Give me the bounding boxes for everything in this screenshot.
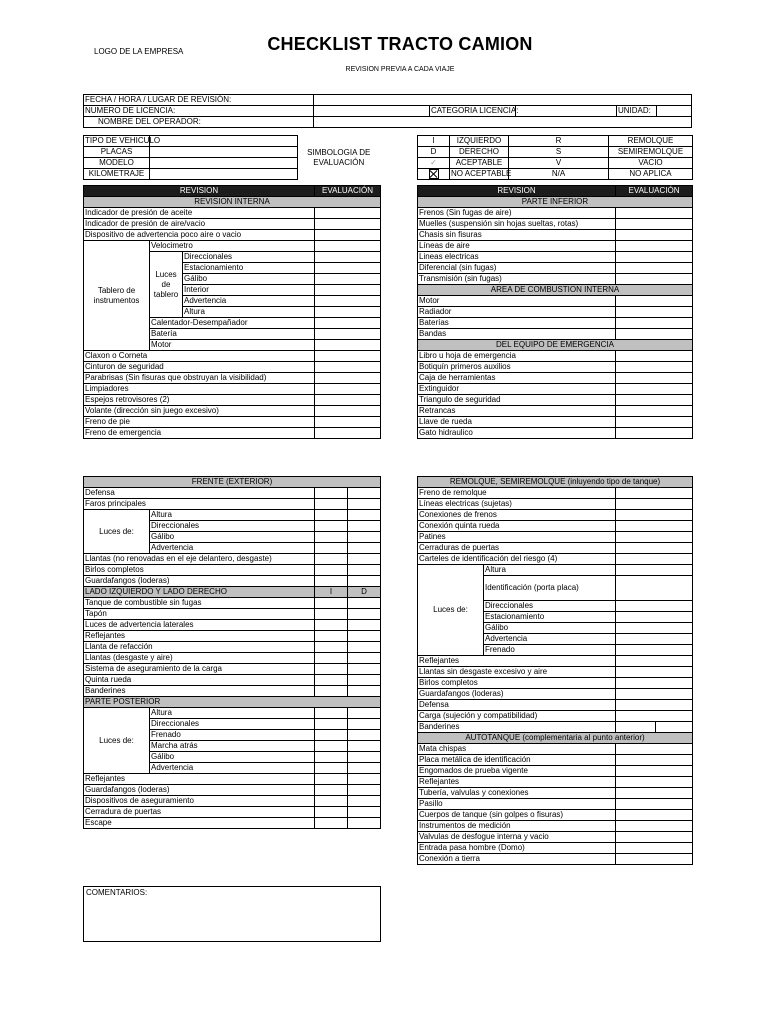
check-item: Patines <box>418 532 616 543</box>
check-item: Libro u hoja de emergencia <box>418 351 616 362</box>
check-item: Dispositivo de advertencia poco aire o vacio <box>84 230 315 241</box>
eval-cell[interactable] <box>315 664 348 675</box>
check-item: Dispositivos de aseguramiento <box>84 796 315 807</box>
section-lados: LADO IZQUIERDO Y LADO DERECHO <box>84 587 315 598</box>
check-item: Valvulas de desfogue interna y vacio <box>418 832 616 843</box>
eval-cell[interactable] <box>315 340 381 351</box>
fecha-field[interactable] <box>314 95 692 106</box>
legend-label: VACIO <box>609 158 693 169</box>
check-icon: ✓ <box>418 158 450 169</box>
revision-interna-table <box>83 185 381 439</box>
page-title: CHECKLIST TRACTO CAMION <box>267 34 533 54</box>
eval-cell[interactable] <box>315 741 348 752</box>
check-item: Estacionamiento <box>183 263 315 274</box>
eval-cell[interactable] <box>315 510 348 521</box>
eval-cell[interactable] <box>616 678 693 689</box>
check-item: Espejos retrovisores (2) <box>84 395 315 406</box>
legend-label: ACEPTABLE <box>450 158 509 169</box>
check-item: Cuerpos de tanque (sin golpes o fisuras) <box>418 810 616 821</box>
eval-cell[interactable] <box>616 843 693 854</box>
eval-cell[interactable] <box>616 810 693 821</box>
eval-cell[interactable] <box>616 554 693 565</box>
eval-cell[interactable] <box>315 730 348 741</box>
eval-cell[interactable] <box>315 532 348 543</box>
check-item: Caja de herramientas <box>418 373 616 384</box>
check-item: Batería <box>150 329 315 340</box>
eval-cell[interactable] <box>315 521 348 532</box>
eval-cell[interactable] <box>616 208 693 219</box>
check-item: Radiador <box>418 307 616 318</box>
legend-label: NO ACEPTABLE <box>451 169 512 179</box>
check-item: Triangulo de seguridad <box>418 395 616 406</box>
eval-cell[interactable] <box>315 406 381 417</box>
eval-cell[interactable] <box>616 532 693 543</box>
legend-symbol: R <box>509 136 609 147</box>
check-item: Banderines <box>418 722 616 733</box>
eval-cell[interactable] <box>348 642 381 653</box>
check-item: Baterías <box>418 318 616 329</box>
licencia-label: NUMERO DE LICENCIA: <box>84 106 314 117</box>
eval-cell[interactable] <box>315 796 348 807</box>
check-item: Carteles de identificación del riesgo (4) <box>418 554 616 565</box>
check-item: Reflejantes <box>84 631 315 642</box>
eval-cell[interactable] <box>616 274 693 285</box>
check-item: Escape <box>84 818 315 829</box>
exterior-table <box>83 476 381 829</box>
eval-cell[interactable] <box>616 634 693 645</box>
check-item: Conexiones de frenos <box>418 510 616 521</box>
legend-symbol: S <box>509 147 609 158</box>
check-item: Guardafangos (loderas) <box>84 576 315 587</box>
eval-cell[interactable] <box>616 722 656 733</box>
check-item: Birlos completos <box>418 678 616 689</box>
page-subtitle: REVISION PREVIA A CADA VIAJE <box>345 66 455 73</box>
eval-cell[interactable] <box>315 818 348 829</box>
tipo-field[interactable] <box>150 136 298 147</box>
check-item: Extinguidor <box>418 384 616 395</box>
check-item: Altura <box>150 510 315 521</box>
check-item: Defensa <box>418 700 616 711</box>
eval-cell[interactable] <box>348 576 381 587</box>
eval-cell[interactable] <box>616 744 693 755</box>
check-item: Carga (sujeción y compatibilidad) <box>418 711 616 722</box>
eval-cell[interactable] <box>616 263 693 274</box>
eval-cell[interactable] <box>616 700 693 711</box>
check-item: Llantas (desgaste y aire) <box>84 653 315 664</box>
eval-cell[interactable] <box>616 296 693 307</box>
eval-cell[interactable] <box>315 785 348 796</box>
eval-cell[interactable] <box>348 598 381 609</box>
legend-label: NO APLICA <box>609 169 693 180</box>
operador-field[interactable] <box>314 117 692 128</box>
eval-cell[interactable] <box>315 417 381 428</box>
check-item: Direccionales <box>150 521 315 532</box>
eval-cell[interactable] <box>315 362 381 373</box>
eval-cell[interactable] <box>348 796 381 807</box>
operador-label: NOMBRE DEL OPERADOR: <box>84 117 314 128</box>
eval-cell[interactable] <box>348 620 381 631</box>
check-item: Cerraduras de puertas <box>418 543 616 554</box>
eval-cell[interactable] <box>315 609 348 620</box>
x-box-icon <box>418 169 450 180</box>
company-logo-text: LOGO DE LA EMPRESA <box>94 47 184 56</box>
eval-cell[interactable] <box>616 417 693 428</box>
eval-cell[interactable] <box>315 499 348 510</box>
check-item: Direccionales <box>484 601 616 612</box>
eval-cell[interactable] <box>315 329 381 340</box>
eval-cell[interactable] <box>616 219 693 230</box>
eval-cell[interactable] <box>315 208 381 219</box>
unidad-field[interactable] <box>657 106 692 117</box>
eval-cell[interactable] <box>348 543 381 554</box>
kilometraje-field[interactable] <box>150 169 298 180</box>
placas-label: PLACAS <box>84 147 150 158</box>
eval-cell[interactable] <box>616 307 693 318</box>
legend-symbol: V <box>509 158 609 169</box>
check-item: Freno de remolque <box>418 488 616 499</box>
eval-cell[interactable] <box>315 565 348 576</box>
eval-cell[interactable] <box>616 488 693 499</box>
eval-cell[interactable] <box>348 763 381 774</box>
eval-cell[interactable] <box>616 777 693 788</box>
check-item: Interior <box>183 285 315 296</box>
eval-cell[interactable] <box>348 730 381 741</box>
legend-symbol: I <box>418 136 450 147</box>
check-item: Botiquín primeros auxilios <box>418 362 616 373</box>
eval-cell[interactable] <box>616 755 693 766</box>
check-item: Banderines <box>84 686 315 697</box>
check-item: Gálibo <box>484 623 616 634</box>
eval-cell[interactable] <box>616 395 693 406</box>
eval-cell[interactable] <box>315 752 348 763</box>
legend-label: IZQUIERDO <box>450 136 509 147</box>
col-derecho: D <box>348 587 381 598</box>
check-item: Sistema de aseguramiento de la carga <box>84 664 315 675</box>
check-item: Frenado <box>150 730 315 741</box>
eval-cell[interactable] <box>616 576 693 601</box>
eval-cell[interactable] <box>315 384 381 395</box>
check-item: Gálibo <box>183 274 315 285</box>
check-item: Advertencia <box>484 634 616 645</box>
check-item: Faros principales <box>84 499 315 510</box>
inferior-table <box>417 185 693 439</box>
check-item: Bandas <box>418 329 616 340</box>
eval-cell[interactable] <box>315 219 381 230</box>
eval-cell[interactable] <box>616 318 693 329</box>
header-revision: REVISION <box>418 186 616 197</box>
check-item: Indicador de presión de aceite <box>84 208 315 219</box>
check-item: Estacionamiento <box>484 612 616 623</box>
legend-label: REMOLQUE <box>609 136 693 147</box>
check-item: Claxon o Corneta <box>84 351 315 362</box>
eval-cell[interactable] <box>656 722 693 733</box>
check-item: Líneas de aire <box>418 241 616 252</box>
eval-cell[interactable] <box>315 543 348 554</box>
check-item: Direccionales <box>150 719 315 730</box>
info-table <box>83 94 692 128</box>
check-item: Birlos completos <box>84 565 315 576</box>
check-item: Muelles (suspensión sin hojas sueltas, rotas) <box>418 219 616 230</box>
check-item: Diferencial (sin fugas) <box>418 263 616 274</box>
eval-cell[interactable] <box>348 488 381 499</box>
eval-cell[interactable] <box>616 351 693 362</box>
placas-field[interactable] <box>150 147 298 158</box>
check-item: Tapón <box>84 609 315 620</box>
eval-cell[interactable] <box>315 620 348 631</box>
section-revision-interna: REVISION INTERNA <box>84 197 381 208</box>
eval-cell[interactable] <box>348 521 381 532</box>
eval-cell[interactable] <box>616 832 693 843</box>
kilometraje-label: KILOMETRAJE <box>84 169 150 180</box>
eval-cell[interactable] <box>616 428 693 439</box>
check-item: Líneas electricas (sujetas) <box>418 499 616 510</box>
eval-cell[interactable] <box>315 554 348 565</box>
check-item: Pasillo <box>418 799 616 810</box>
check-item: Lineas electricas <box>418 252 616 263</box>
eval-cell[interactable] <box>348 741 381 752</box>
check-item: Reflejantes <box>418 777 616 788</box>
check-item: Chasis sin fisuras <box>418 230 616 241</box>
eval-cell[interactable] <box>616 612 693 623</box>
eval-cell[interactable] <box>616 230 693 241</box>
eval-cell[interactable] <box>616 799 693 810</box>
eval-cell[interactable] <box>315 263 381 274</box>
eval-cell[interactable] <box>348 565 381 576</box>
eval-cell[interactable] <box>315 428 381 439</box>
modelo-field[interactable] <box>150 158 298 169</box>
eval-cell[interactable] <box>348 653 381 664</box>
check-item: Calentador-Desempañador <box>150 318 315 329</box>
eval-cell[interactable] <box>315 763 348 774</box>
eval-cell[interactable] <box>616 854 693 865</box>
eval-cell[interactable] <box>616 543 693 554</box>
check-item: Altura <box>484 565 616 576</box>
eval-cell[interactable] <box>616 766 693 777</box>
check-item: Reflejantes <box>418 656 616 667</box>
eval-cell[interactable] <box>616 499 693 510</box>
check-item: Limpiadores <box>84 384 315 395</box>
check-item: Llantas sin desgaste excesivo y aire <box>418 667 616 678</box>
check-item: Volante (dirección sin juego excesivo) <box>84 406 315 417</box>
tipo-label: TIPO DE VEHICULO <box>85 136 161 145</box>
legend-table <box>417 135 693 180</box>
eval-cell[interactable] <box>616 689 693 700</box>
eval-cell[interactable] <box>315 307 381 318</box>
check-item: Altura <box>150 708 315 719</box>
eval-cell[interactable] <box>315 576 348 587</box>
eval-cell[interactable] <box>616 645 693 656</box>
eval-cell[interactable] <box>348 719 381 730</box>
section-inferior: PARTE INFERIOR <box>418 197 693 208</box>
eval-cell[interactable] <box>348 818 381 829</box>
eval-cell[interactable] <box>348 664 381 675</box>
check-item: Motor <box>150 340 315 351</box>
eval-cell[interactable] <box>616 521 693 532</box>
eval-cell[interactable] <box>616 373 693 384</box>
check-item: Retrancas <box>418 406 616 417</box>
eval-cell[interactable] <box>616 623 693 634</box>
check-item: Cerradura de puertas <box>84 807 315 818</box>
eval-cell[interactable] <box>315 708 348 719</box>
eval-cell[interactable] <box>348 708 381 719</box>
eval-cell[interactable] <box>348 554 381 565</box>
check-item: Llave de rueda <box>418 417 616 428</box>
check-item: Transmisión (sin fugas) <box>418 274 616 285</box>
legend-symbol: N/A <box>509 169 609 180</box>
eval-cell[interactable] <box>616 821 693 832</box>
check-item: Gálibo <box>150 532 315 543</box>
modelo-label: MODELO <box>84 158 150 169</box>
check-item: Gato hidraulico <box>418 428 616 439</box>
check-item: Quinta rueda <box>84 675 315 686</box>
check-item: Cinturon de seguridad <box>84 362 315 373</box>
eval-cell[interactable] <box>616 667 693 678</box>
luces-tablero-label: Luces de tablero <box>150 252 183 318</box>
section-emergencia: DEL EQUIPO DE EMERGENCIA <box>418 340 693 351</box>
eval-cell[interactable] <box>315 285 381 296</box>
eval-cell[interactable] <box>348 752 381 763</box>
remolque-table <box>417 476 693 865</box>
check-item: Instrumentos de medición <box>418 821 616 832</box>
eval-cell[interactable] <box>348 785 381 796</box>
check-item: Advertencia <box>183 296 315 307</box>
categoria-label: CATEGORIA LICENCIA: <box>431 106 519 115</box>
eval-cell[interactable] <box>348 499 381 510</box>
eval-cell[interactable] <box>616 384 693 395</box>
comments-box[interactable] <box>83 886 381 942</box>
luces-label: Luces de: <box>84 510 150 554</box>
eval-cell[interactable] <box>348 686 381 697</box>
eval-cell[interactable] <box>315 488 348 499</box>
check-item: Tanque de combustible sin fugas <box>84 598 315 609</box>
eval-cell[interactable] <box>315 373 381 384</box>
eval-cell[interactable] <box>348 532 381 543</box>
comments-label: COMENTARIOS: <box>86 888 148 897</box>
eval-cell[interactable] <box>315 351 381 362</box>
check-item: Engomados de prueba vigente <box>418 766 616 777</box>
check-item: Tubería, valvulas y conexiones <box>418 788 616 799</box>
check-item: Mata chispas <box>418 744 616 755</box>
check-item: Velocimetro <box>150 241 315 252</box>
eval-cell[interactable] <box>315 230 381 241</box>
eval-cell[interactable] <box>315 719 348 730</box>
check-item: Defensa <box>84 488 315 499</box>
legend-label: SEMIREMOLQUE <box>609 147 693 158</box>
licencia-field[interactable] <box>314 106 430 117</box>
check-item: Altura <box>183 307 315 318</box>
check-item: Frenos (Sin fugas de aire) <box>418 208 616 219</box>
section-frente: FRENTE (EXTERIOR) <box>84 477 381 488</box>
eval-cell[interactable] <box>616 565 693 576</box>
eval-cell[interactable] <box>315 631 348 642</box>
eval-cell[interactable] <box>315 774 348 785</box>
eval-cell[interactable] <box>616 788 693 799</box>
fecha-label: FECHA / HORA / LUGAR DE REVISIÓN: <box>84 95 314 106</box>
eval-cell[interactable] <box>315 296 381 307</box>
eval-cell[interactable] <box>315 675 348 686</box>
check-item: Freno de pie <box>84 417 315 428</box>
check-item: Identificación (porta placa) <box>484 576 616 601</box>
check-item: Guardafangos (loderas) <box>84 785 315 796</box>
legend-label: DERECHO <box>450 147 509 158</box>
eval-cell[interactable] <box>315 318 381 329</box>
check-item: Direccionales <box>183 252 315 263</box>
eval-cell[interactable] <box>315 241 381 252</box>
eval-cell[interactable] <box>616 329 693 340</box>
check-item: Advertencia <box>150 763 315 774</box>
luces-label: Luces de: <box>84 708 150 774</box>
eval-cell[interactable] <box>616 601 693 612</box>
check-item: Guardafangos (loderas) <box>418 689 616 700</box>
eval-cell[interactable] <box>616 252 693 263</box>
eval-cell[interactable] <box>348 609 381 620</box>
eval-cell[interactable] <box>616 362 693 373</box>
eval-cell[interactable] <box>616 711 693 722</box>
check-item: Entrada pasa hombre (Domo) <box>418 843 616 854</box>
check-item: Indicador de presión de aire/vacio <box>84 219 315 230</box>
check-item: Freno de emergencia <box>84 428 315 439</box>
header-revision: REVISION <box>84 186 315 197</box>
eval-cell[interactable] <box>315 274 381 285</box>
categoria-field[interactable] <box>516 106 617 117</box>
eval-cell[interactable] <box>315 252 381 263</box>
col-izquierdo: I <box>315 587 348 598</box>
eval-cell[interactable] <box>315 807 348 818</box>
check-item: Conexión quinta rueda <box>418 521 616 532</box>
section-remolque: REMOLQUE, SEMIREMOLQUE (inluyendo tipo de tanque) <box>418 477 693 488</box>
check-item: Llanta de refacción <box>84 642 315 653</box>
eval-cell[interactable] <box>348 510 381 521</box>
eval-cell[interactable] <box>315 686 348 697</box>
check-item: Reflejantes <box>84 774 315 785</box>
eval-cell[interactable] <box>348 774 381 785</box>
eval-cell[interactable] <box>315 653 348 664</box>
simbologia-label: SIMBOLOGIA DE EVALUACIÓN <box>298 136 380 180</box>
tablero-label: Tablero de instrumentos <box>84 241 150 351</box>
section-posterior: PARTE POSTERIOR <box>84 697 381 708</box>
eval-cell[interactable] <box>348 807 381 818</box>
check-item: Gálibo <box>150 752 315 763</box>
eval-cell[interactable] <box>616 406 693 417</box>
check-item: Parabrisas (Sin fisuras que obstruyan la visibilidad) <box>84 373 315 384</box>
legend-symbol: D <box>418 147 450 158</box>
eval-cell[interactable] <box>348 631 381 642</box>
eval-cell[interactable] <box>315 642 348 653</box>
check-item: Luces de advertencia laterales <box>84 620 315 631</box>
unidad-label: UNIDAD: <box>617 106 657 117</box>
check-item: Llantas (no renovadas en el eje delantero, desgaste) <box>84 554 315 565</box>
luces-label: Luces de: <box>418 565 484 656</box>
header-evaluacion: EVALUACIÓN <box>616 186 693 197</box>
vehicle-info-table <box>83 135 380 180</box>
section-combustion: AREA DE COMBUSTION INTERNA <box>418 285 693 296</box>
check-item: Motor <box>418 296 616 307</box>
eval-cell[interactable] <box>348 675 381 686</box>
check-item: Conexión a tierra <box>418 854 616 865</box>
eval-cell[interactable] <box>616 656 693 667</box>
section-autotanque: AUTOTANQUE (complementaria al punto anterior) <box>418 733 693 744</box>
check-item: Marcha atrás <box>150 741 315 752</box>
eval-cell[interactable] <box>616 510 693 521</box>
check-item: Advertencia <box>150 543 315 554</box>
header-evaluacion: EVALUACIÓN <box>315 186 381 197</box>
check-item: Frenado <box>484 645 616 656</box>
check-item: Placa metálica de identificación <box>418 755 616 766</box>
eval-cell[interactable] <box>616 241 693 252</box>
eval-cell[interactable] <box>315 598 348 609</box>
eval-cell[interactable] <box>315 395 381 406</box>
